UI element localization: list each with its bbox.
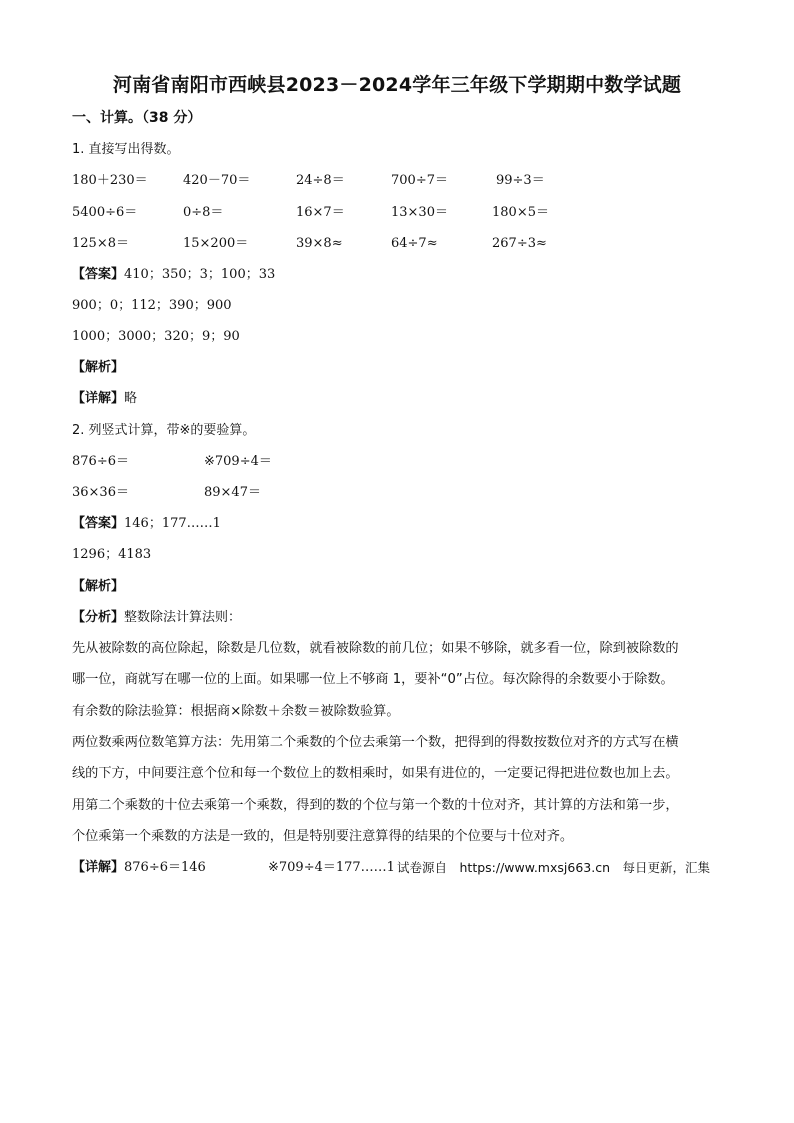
answer-block	[72, 515, 221, 533]
paragraph-line: 用第二个乘数的十位去乘第一个乘数，得到的数的个位与第一个数的十位对齐，其计算的方法和第一步，	[72, 798, 679, 813]
analysis-label: 【解析】	[72, 360, 125, 375]
fenxi-label: 【分析】	[72, 610, 125, 625]
paragraph-line: 有余数的除法验算：根据商×除数＋余数＝被除数验算。	[72, 704, 400, 719]
fenxi-block	[72, 609, 241, 627]
q1-item: 180×5＝	[492, 205, 549, 220]
q1-item: 700÷7＝	[391, 173, 448, 188]
answer-line: 1296；4183	[72, 547, 152, 562]
page-title: 河南省南阳市西峡县2023－2024学年三年级下学期期中数学试题	[112, 74, 682, 96]
detail-text: 略	[124, 391, 138, 406]
paragraph-line: 两位数乘两位数笔算方法：先用第二个乘数的个位去乘第一个数，把得到的得数按数位对齐的方式写在横	[72, 735, 679, 750]
q1-item: 16×7＝	[296, 205, 345, 220]
answer-line: 1000；3000；320；9；90	[72, 329, 240, 344]
watermark-text: 试卷源自 https://www.mxsj663.cn 每日更新，汇集	[397, 860, 710, 875]
q2-item: 876÷6＝	[72, 454, 129, 469]
answer-label: 【答案】	[72, 267, 125, 282]
q1-item: 24÷8＝	[296, 173, 345, 188]
answer-line: 146；177……1	[124, 516, 221, 531]
q1-item: 125×8＝	[72, 236, 129, 251]
section-heading: 一、计算。（38 分）	[72, 110, 202, 126]
detail-label: 【详解】	[72, 860, 125, 875]
q1-item: 64÷7≈	[391, 236, 438, 251]
fenxi-title: 整数除法计算法则：	[124, 610, 242, 625]
detail-item: 876÷6＝146	[124, 860, 206, 875]
detail-item: ※709÷4＝177……1	[268, 860, 395, 875]
paragraph-line: 个位乘第一个乘数的方法是一致的，但是特别要注意算得的结果的个位要与十位对齐。	[72, 829, 574, 844]
q2-item: ※709÷4＝	[204, 454, 272, 469]
q1-item: 15×200＝	[183, 236, 249, 251]
detail-block	[72, 390, 137, 408]
q2-item: 36×36＝	[72, 485, 129, 500]
answer-line: 410；350；3；100；33	[124, 267, 276, 282]
q1-item: 13×30＝	[391, 205, 448, 220]
answer-block	[72, 266, 275, 284]
q1-item: 39×8≈	[296, 236, 343, 251]
q1-item: 99÷3＝	[496, 173, 545, 188]
question-2-prompt: 2. 列竖式计算，带※的要验算。	[72, 423, 256, 438]
detail-label: 【详解】	[72, 391, 125, 406]
q2-item: 89×47＝	[204, 485, 261, 500]
q1-item: 267÷3≈	[492, 236, 547, 251]
question-1-prompt: 1. 直接写出得数。	[72, 142, 180, 157]
q1-item: 5400÷6＝	[72, 205, 138, 220]
paragraph-line: 线的下方，中间要注意个位和每一个数位上的数相乘时，如果有进位的，一定要记得把进位数也加上去。	[72, 766, 679, 781]
answer-label: 【答案】	[72, 516, 125, 531]
q1-item: 180＋230＝	[72, 173, 148, 188]
paragraph-line: 哪一位，商就写在哪一位的上面。如果哪一位上不够商 1，要补“0”占位。每次除得的余数要小于除数。	[72, 672, 674, 687]
analysis-label: 【解析】	[72, 579, 125, 594]
q1-item: 420－70＝	[183, 173, 251, 188]
q1-item: 0÷8＝	[183, 205, 224, 220]
paragraph-line: 先从被除数的高位除起，除数是几位数，就看被除数的前几位；如果不够除，就多看一位，除到被除数的	[72, 641, 679, 656]
answer-line: 900；0；112；390；900	[72, 298, 232, 313]
detail-block	[72, 859, 206, 877]
